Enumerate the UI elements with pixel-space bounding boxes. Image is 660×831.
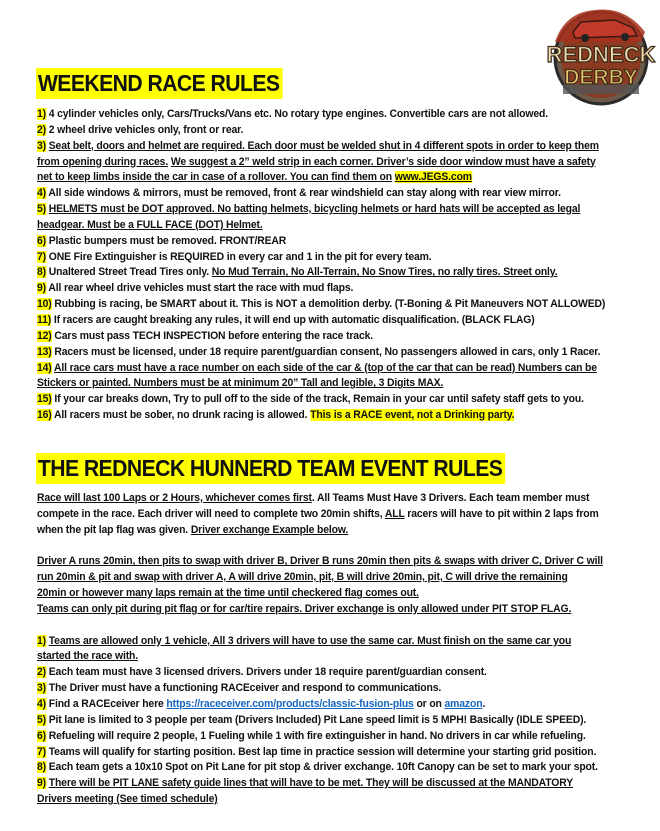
rule-item xyxy=(37,139,628,155)
rule-number: 1) xyxy=(37,634,46,647)
intro-text: when the pit lap flag was given. xyxy=(37,523,189,536)
rule-item-cont xyxy=(37,170,628,186)
raceceiver-link[interactable]: https://raceceiver.com/products/classic-fusion-plus xyxy=(166,697,414,710)
rule-number: 7) xyxy=(37,745,46,758)
rule-item-cont xyxy=(37,218,628,234)
rule-text: Each team must have 3 licensed drivers. Drivers under 18 require parent/guardian consent. xyxy=(48,666,487,679)
rule-item xyxy=(37,313,628,329)
rule-text: Find a RACEceiver here xyxy=(48,697,164,710)
rule-text: Cars must pass TECH INSPECTION before entering the race track. xyxy=(54,329,374,342)
rule-text: There will be PIT LANE safety guide lines that will have to be met. They will be discussed at the MANDATORY xyxy=(48,777,574,790)
rule-text: Plastic bumpers must be removed. FRONT/REAR xyxy=(48,234,287,247)
rule-text: If your car breaks down, Try to pull off to the side of the track, Remain in your car until safety staff gets to you. xyxy=(54,393,584,406)
example-line: Driver A runs 20min, then pits to swap with driver B, Driver B runs 20min then pits & swaps with driver C, Driver C will xyxy=(37,555,603,568)
team-rule-item xyxy=(37,745,628,761)
intro-text-underlined: Driver exchange Example below. xyxy=(190,523,349,536)
team-rule-item xyxy=(37,665,628,681)
rule-number: 4) xyxy=(37,187,46,200)
rule-number: 2) xyxy=(37,666,46,679)
rule-text: Pit lane is limited to 3 people per team (Drivers Included) Pit Lane speed limit is 5 MPH! Basically (IDLE SPEED). xyxy=(48,713,587,726)
rule-item xyxy=(37,107,628,123)
team-rule-item xyxy=(37,681,628,697)
rule-text: Refueling will require 2 people, 1 Fueling while 1 with fire extinguisher in hand. No drivers in car while refueling. xyxy=(48,729,586,742)
rule-text: The Driver must have a functioning RACEceiver and respond to communications. xyxy=(48,682,442,695)
rule-text: from opening during races. xyxy=(37,155,169,168)
rule-text: We suggest a 2” weld strip in each corner. Driver’s side door window must have a safety xyxy=(170,155,596,168)
amazon-link[interactable]: amazon xyxy=(444,697,483,710)
rule-text: . xyxy=(482,697,486,710)
rule-text: started the race with. xyxy=(37,650,139,663)
team-rule-item xyxy=(37,634,628,650)
team-rules-block xyxy=(37,491,628,808)
rule-text: Each team gets a 10x10 Spot on Pit Lane for pit stop & driver exchange. 10ft Canopy can be set to mark your spot. xyxy=(48,761,598,774)
rule-number: 5) xyxy=(37,713,46,726)
rule-number: 15) xyxy=(37,393,52,406)
intro-text: . All Teams Must Have 3 Drivers. Each team member must xyxy=(311,492,590,504)
rule-item xyxy=(37,297,628,313)
rule-text: Teams are allowed only 1 vehicle, All 3 drivers will have to use the same car. Must finish on the same car you xyxy=(48,634,572,647)
rule-item xyxy=(37,345,628,361)
weekend-rules-heading: WEEKEND RACE RULES xyxy=(36,68,282,99)
logo-text-derby: DERBY xyxy=(564,66,638,89)
rule-text: Rubbing is racing, be SMART about it. This is NOT a demolition derby. (T-Boning & Pit Maneuvers NOT ALLOWED) xyxy=(54,298,606,311)
rule-number: 3) xyxy=(37,139,46,152)
rule-number: 6) xyxy=(37,729,46,742)
rule-text: Racers must be licensed, under 18 require parent/guardian consent, No passengers allowed in cars, only 1 Racer. xyxy=(54,345,601,358)
rule-number: 14) xyxy=(37,361,52,374)
redneck-derby-logo xyxy=(545,2,657,106)
rule-text: 2 wheel drive vehicles only, front or rear. xyxy=(48,123,244,136)
rule-number: 12) xyxy=(37,329,52,342)
intro-text: racers will have to pit within 2 laps from xyxy=(407,507,599,520)
jegs-link[interactable]: www.JEGS.com xyxy=(394,171,472,184)
rule-number: 10) xyxy=(37,298,52,311)
rule-item xyxy=(37,234,628,250)
rule-item-cont xyxy=(37,376,628,392)
intro-text-underlined: Race will last 100 Laps or 2 Hours, whichever comes first xyxy=(37,492,312,504)
rule-number: 9) xyxy=(37,777,46,790)
rule-text: Teams will qualify for starting position. Best lap time in practice session will determine your starting grid position. xyxy=(48,745,597,758)
rule-item xyxy=(37,202,628,218)
rule-item xyxy=(37,408,628,424)
rule-text: headgear. Must be a FULL FACE (DOT) Helmet. xyxy=(37,218,263,231)
rule-number: 6) xyxy=(37,234,46,247)
rule-text: If racers are caught breaking any rules, it will end up with automatic disqualification. (BLACK FLAG) xyxy=(53,313,535,326)
intro-line xyxy=(37,523,628,539)
rule-number: 2) xyxy=(37,123,46,136)
rule-item xyxy=(37,281,628,297)
rule-text: 4 cylinder vehicles only, Cars/Trucks/Vans etc. No rotary type engines. Convertible cars are not allowed. xyxy=(48,108,548,120)
rule-item xyxy=(37,250,628,266)
rule-text: Stickers or painted. Numbers must be at minimum 20” Tall and legible, 3 Digits MAX. xyxy=(37,377,444,390)
rule-item xyxy=(37,361,628,377)
logo-text-redneck: REDNECK xyxy=(546,42,656,67)
team-rule-item xyxy=(37,697,628,713)
example-line: run 20min & pit and swap with driver A, A will drive 20min, pit, B will drive 20min, pit, C will drive the remaining xyxy=(37,571,568,584)
team-rule-item xyxy=(37,713,628,729)
rule-text: Drivers meeting (See timed schedule) xyxy=(37,793,218,806)
team-rule-item-cont xyxy=(37,649,628,665)
rule-number: 8) xyxy=(37,761,46,774)
rule-number: 13) xyxy=(37,345,52,358)
rule-item xyxy=(37,329,628,345)
rule-text-underlined: No Mud Terrain, No All-Terrain, No Snow Tires, no rally tires. Street only. xyxy=(211,266,558,279)
rule-number: 9) xyxy=(37,282,46,295)
rule-text: HELMETS must be DOT approved. No batting helmets, bicycling helmets or hard hats will be accepted as legal xyxy=(48,203,581,216)
intro-text-underlined: ALL xyxy=(384,507,405,520)
rule-item xyxy=(37,123,628,139)
rule-number: 5) xyxy=(37,203,46,216)
example-line: Teams can only pit during pit flag or for car/tire repairs. Driver exchange is only allowed under PIT STOP FLAG. xyxy=(37,602,572,615)
rule-item xyxy=(37,186,628,202)
team-rule-item xyxy=(37,776,628,792)
intro-text: compete in the race. Each driver will need to complete two 20min shifts, xyxy=(37,507,383,520)
rule-number: 16) xyxy=(37,409,52,422)
intro-line xyxy=(37,507,628,523)
team-rule-item-cont xyxy=(37,792,628,808)
team-rule-item xyxy=(37,760,628,776)
rule-text: net to keep limbs inside the car in case of a rollover. You can find them on xyxy=(37,171,392,184)
rule-text: ONE Fire Extinguisher is REQUIRED in every car and 1 in the pit for every team. xyxy=(48,250,432,263)
rule-text: All side windows & mirrors, must be removed, front & rear windshield can stay along with rear view mirror. xyxy=(48,187,561,200)
rule-text: All rear wheel drive vehicles must start the race with mud flaps. xyxy=(48,282,354,295)
rule-number: 11) xyxy=(37,313,52,326)
rule-text-highlighted: This is a RACE event, not a Drinking party. xyxy=(310,409,515,422)
rule-number: 1) xyxy=(37,108,46,120)
weekend-rules-list xyxy=(37,107,628,424)
rule-text: All racers must be sober, no drunk racing is allowed. xyxy=(54,409,308,422)
rule-number: 3) xyxy=(37,682,46,695)
rule-item-cont xyxy=(37,155,628,171)
rule-text: All race cars must have a race number on each side of the car & (top of the car that can be read) Numbers can be xyxy=(54,361,597,374)
rule-item xyxy=(37,392,628,408)
rule-text: Seat belt, doors and helmet are required. Each door must be welded shut in 4 different spots in order to keep them xyxy=(48,139,599,152)
intro-line xyxy=(37,491,628,507)
rule-number: 8) xyxy=(37,266,46,279)
team-event-rules-heading: THE REDNECK HUNNERD TEAM EVENT RULES xyxy=(36,453,505,484)
rule-text: or on xyxy=(416,697,442,710)
rule-item xyxy=(37,265,628,281)
example-line: 20min or however many laps remain at the time until checkered flag comes out. xyxy=(37,587,419,600)
team-rule-item xyxy=(37,729,628,745)
rule-text: Unaltered Street Tread Tires only. xyxy=(48,266,209,279)
rule-number: 7) xyxy=(37,250,46,263)
rule-number: 4) xyxy=(37,697,46,710)
